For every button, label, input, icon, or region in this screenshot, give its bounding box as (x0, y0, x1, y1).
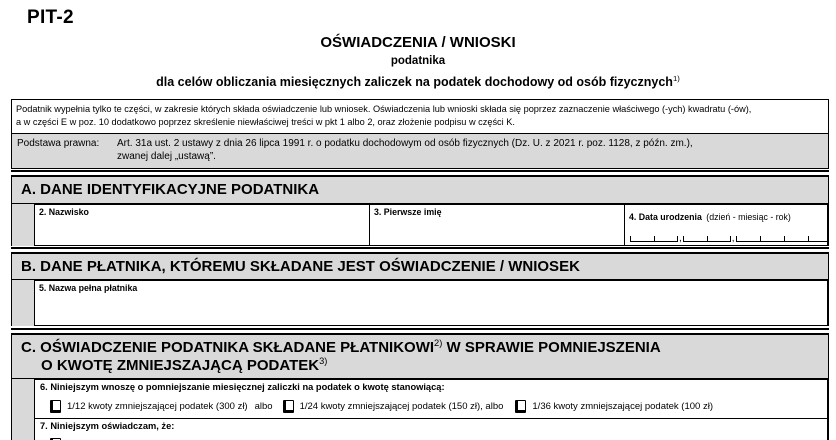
section-a-header: A. DANE IDENTYFIKACYJNE PODATNIKA (12, 177, 828, 203)
item-6-field (34, 379, 828, 419)
section-c (11, 335, 829, 440)
checkbox-1-24[interactable] (283, 400, 294, 413)
first-name-label: 3. Pierwsze imię (374, 206, 442, 217)
section-separator (11, 247, 829, 254)
section-separator (11, 170, 829, 177)
date-separator: , (679, 232, 682, 244)
form-purpose-text: dla celów obliczania miesięcznych zaliczek na podatek dochodowy od osób fizycznych (156, 74, 673, 89)
form-title: OŚWIADCZENIA / WNIOSKI (320, 34, 516, 51)
section-c-title-line2-text: O KWOTĘ ZMNIEJSZAJĄCĄ PODATEK (41, 357, 320, 375)
section-a-fields-row (12, 204, 828, 246)
section-separator (11, 328, 829, 335)
footnote-2-mark: 2) (434, 337, 443, 348)
item-6-label: 6. Niniejszym wnoszę o pomniejszanie miesięcznej zaliczki na podatek o kwotę stanowiącą: (40, 382, 445, 393)
filling-instructions-line2: a w części E w poz. 10 dodatkowo poprzez skreślenie niewłaściwej treści w pkt 1 albo 2, oraz złożenie podpisu w części K. (16, 116, 515, 127)
legal-basis-label: Podstawa prawna: (17, 137, 100, 149)
surname-field[interactable] (34, 204, 370, 246)
item-7-field (34, 419, 828, 440)
footnote-1-mark: 1) (672, 73, 680, 83)
form-purpose (0, 73, 836, 89)
checkbox-1-12[interactable] (50, 400, 61, 413)
section-a (11, 177, 829, 245)
checkbox-1-36[interactable] (515, 400, 526, 413)
row-gutter (12, 204, 34, 246)
surname-label: 2. Nazwisko (39, 206, 89, 217)
section-c-title-part1: C. OŚWIADCZENIE PODATNIKA SKŁADANE PŁATNIKOWI (21, 338, 435, 356)
birth-date-field[interactable] (625, 204, 828, 246)
option-join-albo: albo (254, 401, 273, 413)
filling-instructions-line1: Podatnik wypełnia tylko te części, w zakresie których składa oświadczenie lub wniosek. Oświadczenia lub wnioski składa się poprzez zaznaczenie właściwego (-ych) kwadratu (-ów), (16, 104, 752, 114)
birth-date-year-boxes[interactable] (736, 236, 828, 242)
row-gutter (12, 280, 34, 326)
payer-name-field[interactable] (34, 280, 828, 326)
payer-name-label: 5. Nazwa pełna płatnika (39, 283, 138, 294)
row-gutter (12, 419, 34, 440)
legal-basis-line2: zwanej dalej „ustawą”. (117, 150, 216, 162)
section-b (11, 254, 829, 326)
legal-basis-line1: Art. 31a ust. 2 ustawy z dnia 26 lipca 1991 r. o podatku dochodowym od osób fizycznych (Dz. U. z 2021 r. poz. 1128, z późn. zm.), (117, 137, 693, 149)
section-b-fields-row (12, 280, 828, 326)
birth-date-label-row (629, 207, 824, 225)
section-c-title-line2 (21, 357, 822, 375)
legal-basis-text (117, 137, 828, 163)
birth-date-month-boxes[interactable] (683, 236, 731, 242)
form-body (11, 99, 829, 440)
option-1-24-label: 1/24 kwoty zmniejszającej podatek (150 zł), albo (299, 401, 504, 413)
birth-date-label: 4. Data urodzenia (629, 211, 702, 222)
option-1-36-label: 1/36 kwoty zmniejszającej podatek (100 zł) (532, 401, 713, 413)
item-6-row (12, 379, 828, 419)
option-1-12-label: 1/12 kwoty zmniejszającej podatek (300 zł) (67, 401, 248, 413)
section-c-title-part2: W SPRAWIE POMNIEJSZENIA (442, 338, 661, 356)
row-gutter (12, 379, 34, 419)
form-code-label: PIT-2 (27, 7, 74, 28)
section-c-header (12, 335, 828, 380)
birth-date-input[interactable] (629, 232, 824, 244)
first-name-field[interactable] (370, 204, 625, 246)
item-6-options (50, 400, 823, 413)
date-separator: , (731, 232, 735, 244)
form-header (0, 0, 836, 88)
birth-date-hint: (dzień - miesiąc - rok) (706, 211, 791, 222)
legal-basis-row (11, 134, 829, 169)
item-7-label: 7. Niniejszym oświadczam, że: (40, 421, 175, 432)
form-subtitle: podatnika (390, 55, 446, 67)
birth-date-day-boxes[interactable] (630, 236, 678, 242)
filling-instructions (11, 99, 829, 134)
section-b-header: B. DANE PŁATNIKA, KTÓREMU SKŁADANE JEST OŚWIADCZENIE / WNIOSEK (12, 254, 828, 280)
footnote-3-mark: 3) (319, 356, 328, 367)
item-7-row (12, 419, 828, 440)
